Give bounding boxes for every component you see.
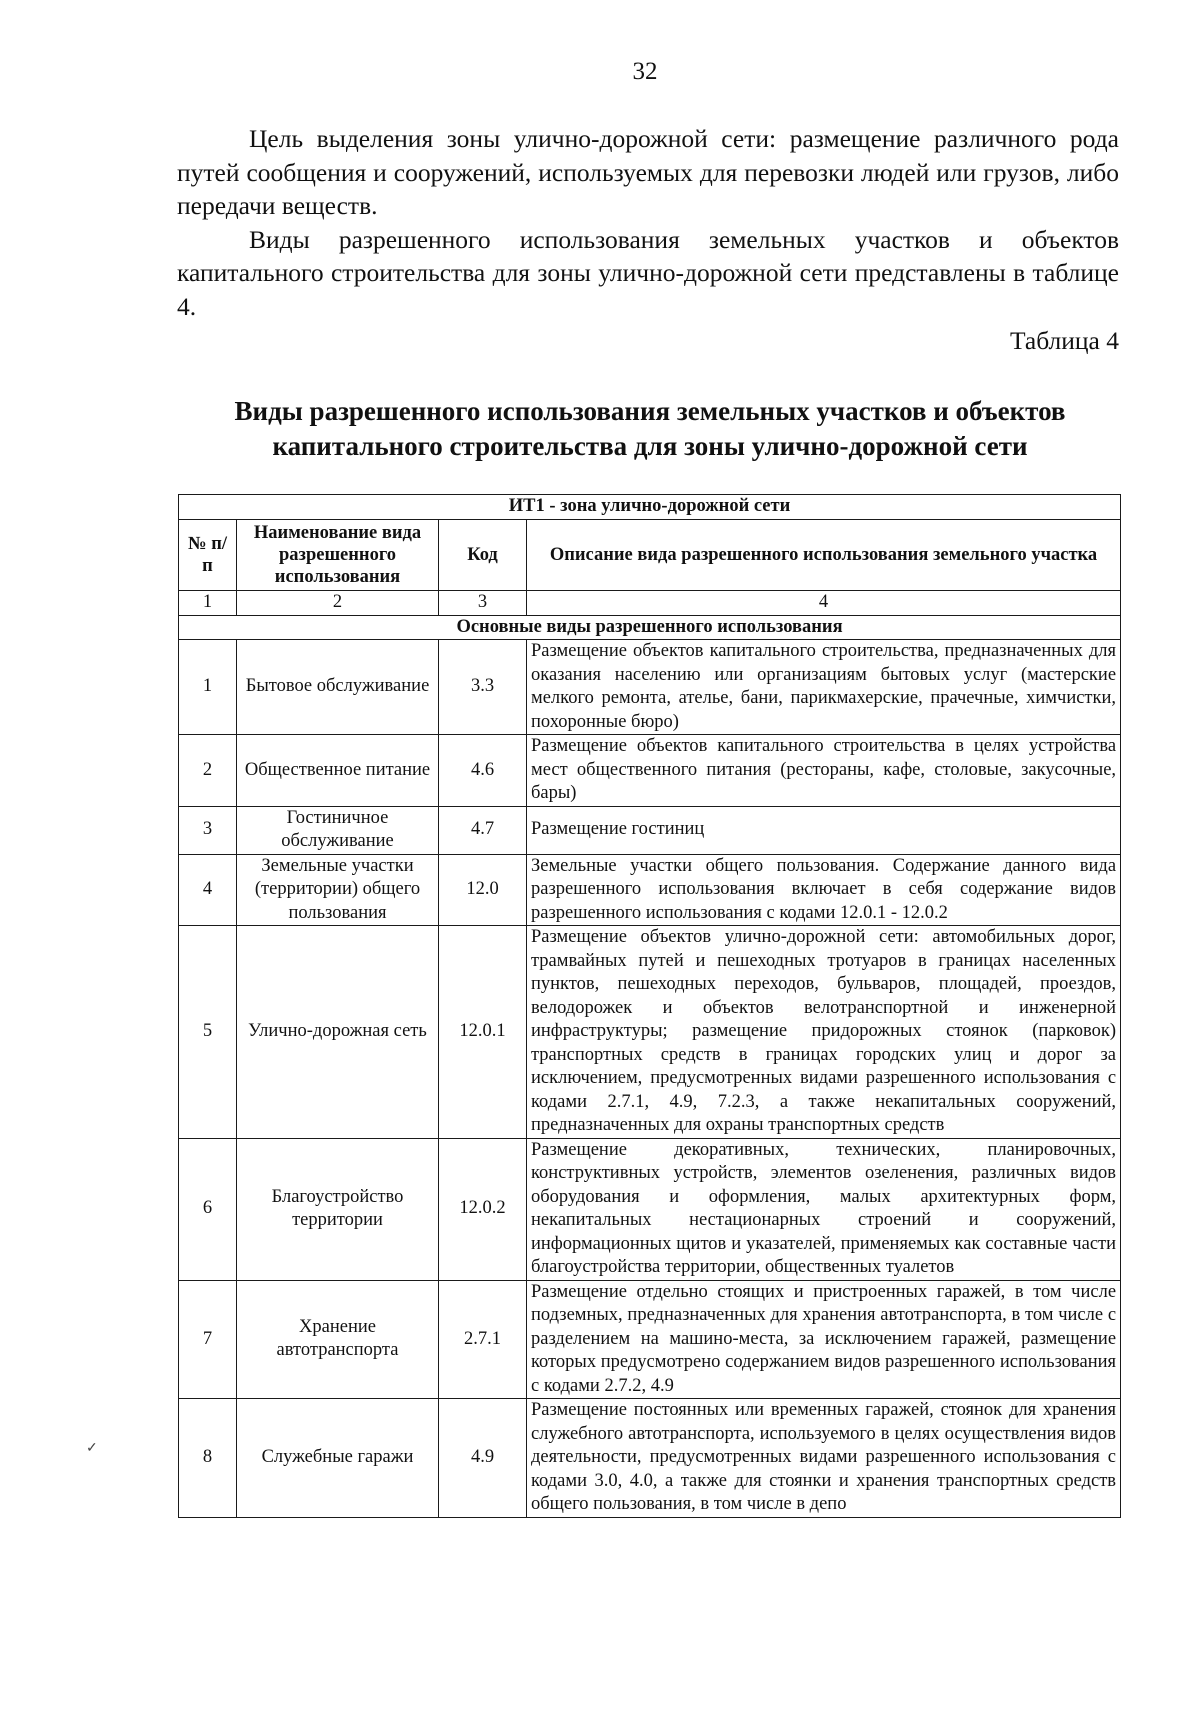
table-title-line-1: Виды разрешенного использования земельных участков и объектов <box>234 396 1066 426</box>
intro-text <box>177 122 1119 323</box>
row-name: Хранение автотранспорта <box>237 1280 439 1399</box>
row-code: 4.6 <box>439 735 527 807</box>
table-label: Таблица 4 <box>1009 326 1119 355</box>
table-row <box>179 1138 1121 1280</box>
table-row <box>179 1280 1121 1399</box>
zone-title: ИТ1 - зона улично-дорожной сети <box>179 495 1121 520</box>
row-code: 4.7 <box>439 806 527 854</box>
row-name: Служебные гаражи <box>237 1399 439 1518</box>
row-name: Благоустройство территории <box>237 1138 439 1280</box>
row-code: 2.7.1 <box>439 1280 527 1399</box>
section-row <box>179 615 1121 640</box>
row-num: 6 <box>179 1138 237 1280</box>
row-description: Размещение объектов капитального строительства, предназначенных для оказания населению или организациям бытовых услуг (мастерские мелкого ремонта, ателье, бани, парикмахерские, прачечные, химчистки, похоронные бюро) <box>527 640 1121 735</box>
column-number: 2 <box>237 591 439 616</box>
row-num: 2 <box>179 735 237 807</box>
row-description: Размещение отдельно стоящих и пристроенных гаражей, в том числе подземных, предназначенных для хранения автотранспорта, в том числе с разделением на машино-места, за исключением гаражей, размещение которых предусмотрено содержанием видов разрешенного использования с кодами 2.7.2, 4.9 <box>527 1280 1121 1399</box>
row-description: Размещение объектов капитального строительства в целях устройства мест общественного питания (рестораны, кафе, столовые, закусочные, бары) <box>527 735 1121 807</box>
land-use-table <box>178 494 1121 1518</box>
column-number: 1 <box>179 591 237 616</box>
row-description: Размещение декоративных, технических, планировочных, конструктивных устройств, элементов озеленения, различных видов оборудования и оформления, малых архитектурных форм, некапитальных нестационарных строений и сооружений, информационных щитов и указателей, применяемых как составные части благоустройства территории, общественных туалетов <box>527 1138 1121 1280</box>
row-description: Размещение постоянных или временных гаражей, стоянок для хранения служебного автотранспорта, используемого в целях осуществления видов деятельности, предусмотренных видами разрешенного использования с кодами 3.0, 4.0, а также для стоянки и хранения транспортных средств общего пользования, в том числе в депо <box>527 1399 1121 1518</box>
table-row <box>179 806 1121 854</box>
header-code: Код <box>439 520 527 591</box>
section-title: Основные виды разрешенного использования <box>179 615 1121 640</box>
page-number: 32 <box>632 58 658 85</box>
intro-paragraph-2: Виды разрешенного использования земельных участков и объектов капитального строительства для зоны улично-дорожной сети представлены в таблице 4. <box>177 224 1119 321</box>
header-row <box>179 520 1121 591</box>
column-number: 4 <box>527 591 1121 616</box>
header-name: Наименование вида разрешенного использования <box>237 520 439 591</box>
row-name: Гостиничное обслуживание <box>237 806 439 854</box>
row-num: 5 <box>179 926 237 1139</box>
column-number-row <box>179 591 1121 616</box>
header-num: № п/п <box>179 520 237 591</box>
row-num: 1 <box>179 640 237 735</box>
table-title <box>150 394 1150 464</box>
table-row <box>179 735 1121 807</box>
row-name: Бытовое обслуживание <box>237 640 439 735</box>
row-code: 12.0 <box>439 854 527 926</box>
row-code: 3.3 <box>439 640 527 735</box>
table-row <box>179 854 1121 926</box>
row-description: Размещение объектов улично-дорожной сети: автомобильных дорог, трамвайных путей и пешеходных тротуаров в границах населенных пунктов, пешеходных переходов, бульваров, площадей, проездов, велодорожек и объектов велотранспортной и инженерной инфраструктуры; размещение придорожных стоянок (парковок) транспортных средств в границах городских улиц и дорог за исключением, предусмотренных видами разрешенного использования с кодами 2.7.1, 4.9, 7.2.3, а также некапитальных сооружений, предназначенных для охраны транспортных средств <box>527 926 1121 1139</box>
row-name: Улично-дорожная сеть <box>237 926 439 1139</box>
header-description: Описание вида разрешенного использования земельного участка <box>527 520 1121 591</box>
row-name: Общественное питание <box>237 735 439 807</box>
row-code: 12.0.2 <box>439 1138 527 1280</box>
row-description: Земельные участки общего пользования. Содержание данного вида разрешенного использования включает в себя содержание видов разрешенного использования с кодами 12.0.1 - 12.0.2 <box>527 854 1121 926</box>
row-num: 4 <box>179 854 237 926</box>
table-row <box>179 1399 1121 1518</box>
row-name: Земельные участки (территории) общего пользования <box>237 854 439 926</box>
row-num: 3 <box>179 806 237 854</box>
row-code: 4.9 <box>439 1399 527 1518</box>
table-row <box>179 640 1121 735</box>
scan-mark-icon: ✓ <box>86 1441 98 1456</box>
row-num: 8 <box>179 1399 237 1518</box>
table-row <box>179 926 1121 1139</box>
row-num: 7 <box>179 1280 237 1399</box>
row-description: Размещение гостиниц <box>527 806 1121 854</box>
intro-paragraph-1: Цель выделения зоны улично-дорожной сети: размещение различного рода путей сообщения и сооружений, используемых для перевозки людей или грузов, либо передачи веществ. <box>177 124 1119 220</box>
row-code: 12.0.1 <box>439 926 527 1139</box>
column-number: 3 <box>439 591 527 616</box>
table-title-line-2: капитального строительства для зоны улично-дорожной сети <box>272 431 1028 461</box>
zone-title-row <box>179 495 1121 520</box>
